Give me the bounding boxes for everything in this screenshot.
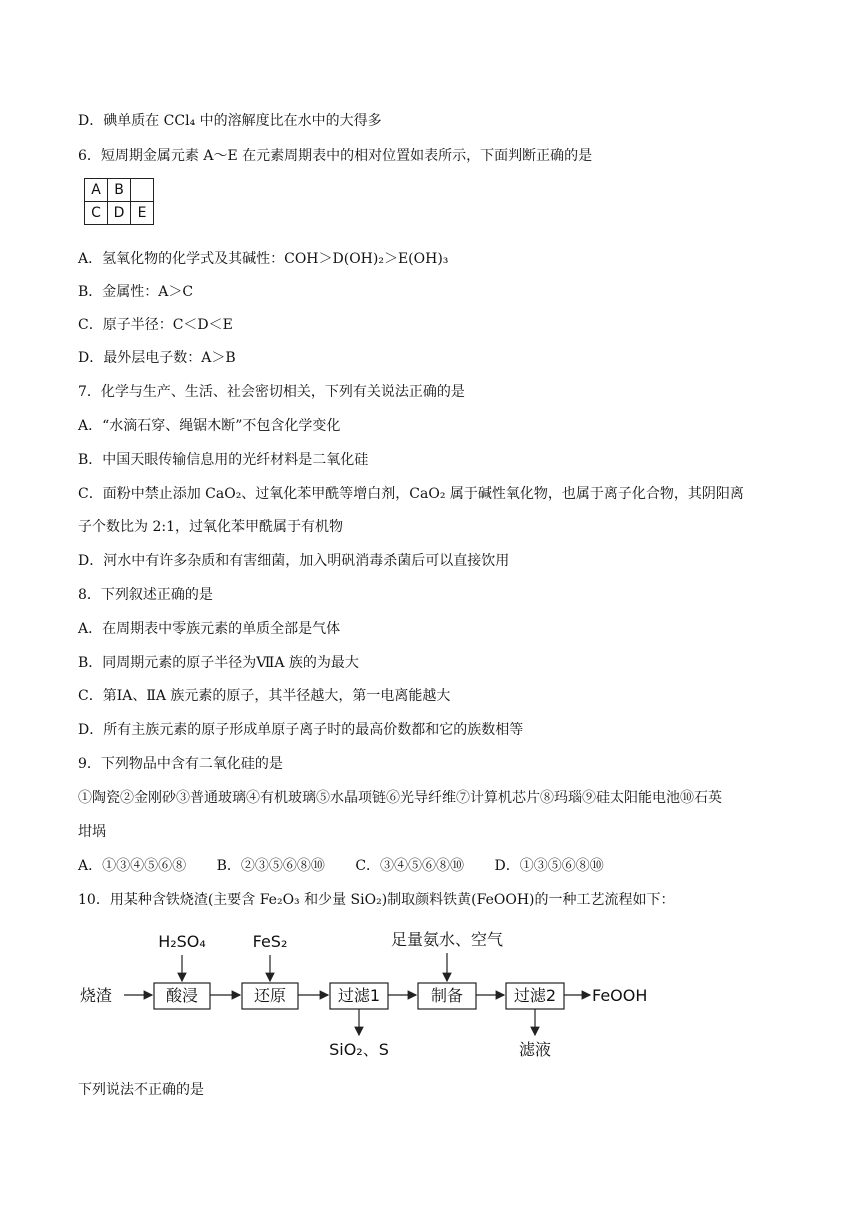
flow-input-ammonia-air: 足量氨水、空气	[390, 930, 504, 949]
flow-start-label: 烧渣	[80, 986, 113, 1005]
q9-option-a: A．①③④⑤⑥⑧	[78, 858, 187, 874]
q9-items-line2: 坩埚	[78, 824, 106, 840]
q6-stem: 6．短周期金属元素 A～E 在元素周期表中的相对位置如表所示，下面判断正确的是	[78, 148, 593, 164]
q6-option-a: A．氢氧化物的化学式及其碱性：COH＞D(OH)₂＞E(OH)₃	[78, 251, 449, 267]
cell-d: D	[108, 202, 131, 225]
q6-option-c: C．原子半径：C＜D＜E	[78, 317, 233, 333]
flow-input-h2so4: H₂SO₄	[158, 932, 206, 951]
cell-e: E	[131, 202, 154, 225]
periodic-table-fragment	[84, 178, 154, 225]
q8-stem: 8．下列叙述正确的是	[78, 587, 213, 603]
flow-step-filter1: 过滤1	[337, 986, 381, 1005]
flow-input-fes2: FeS₂	[252, 932, 288, 951]
q7-option-b: B．中国天眼传输信息用的光纤材料是二氧化硅	[78, 452, 369, 468]
q8-option-a: A．在周期表中零族元素的单质全部是气体	[78, 621, 341, 637]
flow-output-sio2-s: SiO₂、S	[329, 1040, 389, 1059]
q9-stem: 9．下列物品中含有二氧化硅的是	[78, 756, 283, 772]
flow-step-prepare: 制备	[430, 986, 464, 1005]
cell-b: B	[108, 179, 131, 202]
process-flow-diagram	[78, 925, 698, 1069]
q9-items-line1: ①陶瓷②金刚砂③普通玻璃④有机玻璃⑤水晶项链⑥光导纤维⑦计算机芯片⑧玛瑙⑨硅太阳能电池⑩石英	[78, 790, 722, 806]
cell-a: A	[85, 179, 108, 202]
flow-output-filtrate: 滤液	[518, 1040, 552, 1059]
cell-c: C	[85, 202, 108, 225]
q8-option-c: C．第ⅠA、ⅡA 族元素的原子，其半径越大，第一电离能越大	[78, 688, 451, 704]
q7-option-c-line1: C．面粉中禁止添加 CaO₂、过氧化苯甲酰等增白剂，CaO₂ 属于碱性氧化物，也属于离子化合物，其阴阳离	[78, 486, 744, 502]
q10-after-text: 下列说法不正确的是	[78, 1082, 204, 1098]
q6-option-d: D．最外层电子数：A＞B	[78, 350, 236, 366]
q6-option-b: B．金属性：A＞C	[78, 284, 194, 300]
flow-step-acid-leach: 酸浸	[165, 986, 199, 1005]
q9-option-b: B．②③⑤⑥⑧⑩	[216, 858, 325, 874]
q7-option-c-line2: 子个数比为 2:1，过氧化苯甲酰属于有机物	[78, 519, 343, 535]
q7-option-d: D．河水中有许多杂质和有害细菌，加入明矾消毒杀菌后可以直接饮用	[78, 553, 510, 569]
flow-step-filter2: 过滤2	[513, 986, 557, 1005]
q10-stem: 10．用某种含铁烧渣(主要含 Fe₂O₃ 和少量 SiO₂)制取颜料铁黄(FeOOH)的一种工艺流程如下：	[78, 892, 675, 908]
q9-option-d: D．①③⑤⑥⑧⑩	[494, 858, 604, 874]
q9-option-c: C．③④⑤⑥⑧⑩	[355, 858, 465, 874]
q8-option-b: B．同周期元素的原子半径为ⅦA 族的为最大	[78, 655, 359, 671]
cell-empty	[131, 179, 154, 202]
q7-option-a: A．“水滴石穿、绳锯木断”不包含化学变化	[78, 418, 341, 434]
q7-stem: 7．化学与生产、生活、社会密切相关，下列有关说法正确的是	[78, 384, 465, 400]
q5-option-d: D．碘单质在 CCl₄ 中的溶解度比在水中的大得多	[78, 113, 382, 129]
flow-step-reduce: 还原	[253, 986, 287, 1005]
flow-end-label: FeOOH	[592, 986, 648, 1005]
q9-options	[78, 856, 630, 876]
q8-option-d: D．所有主族元素的原子形成单原子离子时的最高价数都和它的族数相等	[78, 722, 524, 738]
